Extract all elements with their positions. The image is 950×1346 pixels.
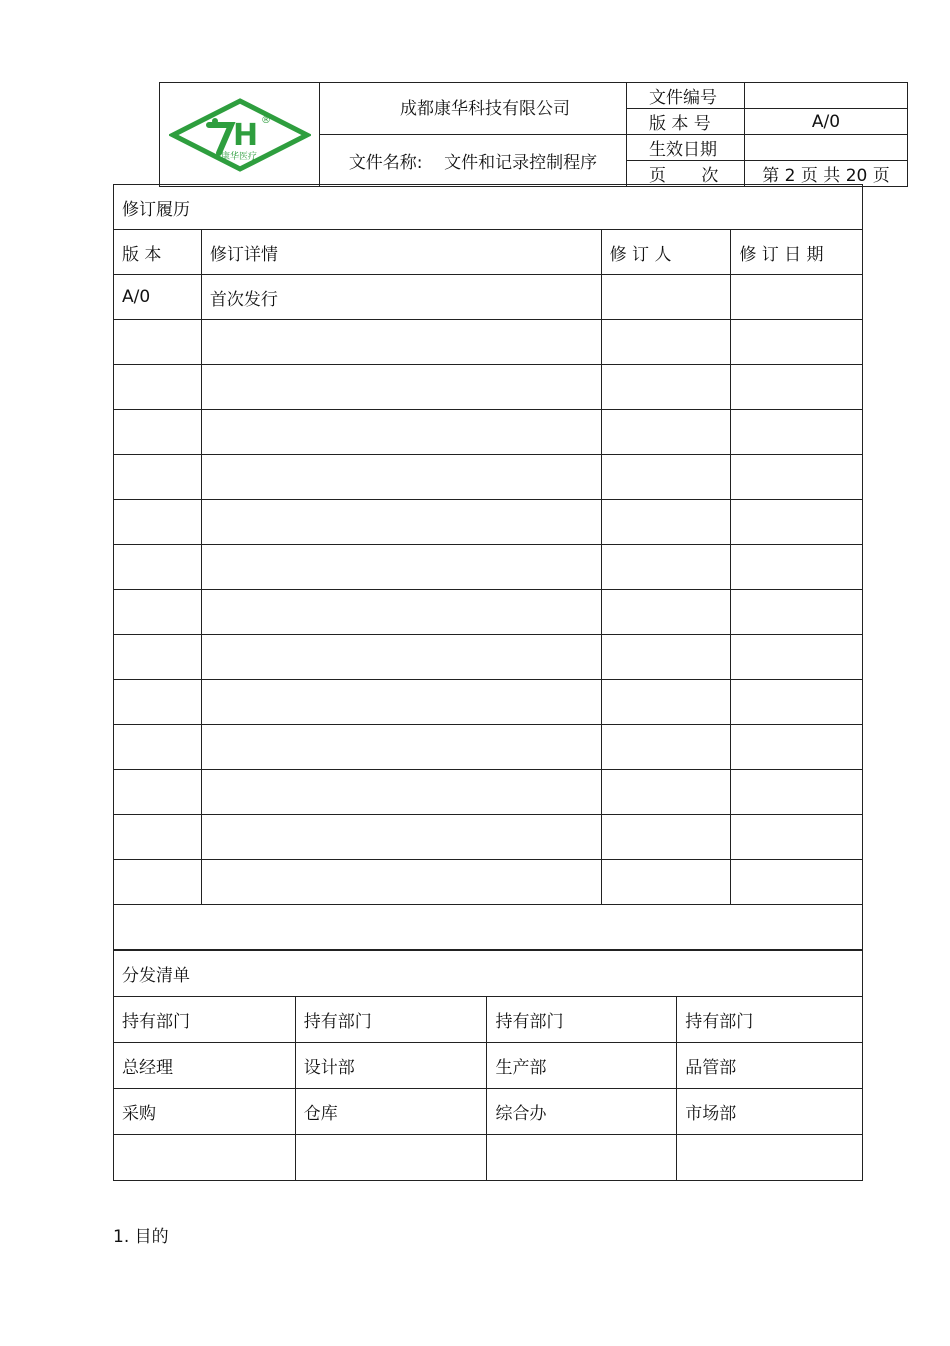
document-name-cell: [320, 135, 627, 187]
table-cell: [201, 365, 601, 410]
table-row: [114, 1089, 863, 1135]
table-cell: [114, 860, 202, 905]
table-cell: 首次发行: [201, 275, 601, 320]
table-cell: [601, 590, 731, 635]
table-cell: [601, 455, 731, 500]
table-cell: 持有部门: [677, 997, 863, 1043]
table-cell: [677, 1135, 863, 1181]
table-row: [114, 680, 863, 725]
table-row: [114, 770, 863, 815]
table-cell: [731, 815, 863, 860]
table-cell: [731, 455, 863, 500]
distribution-title: 分发清单: [114, 951, 863, 997]
table-row: [114, 545, 863, 590]
blank-row: [114, 905, 863, 950]
table-cell: [731, 590, 863, 635]
table-cell: [601, 365, 731, 410]
table-cell: [114, 410, 202, 455]
table-cell: [201, 635, 601, 680]
doc-number-label: 文件编号: [627, 83, 745, 109]
table-row: [114, 410, 863, 455]
table-cell: [295, 1135, 487, 1181]
effective-date-label: 生效日期: [627, 135, 745, 161]
kanghua-logo-icon: [169, 97, 311, 173]
table-cell: [731, 410, 863, 455]
table-cell: 持有部门: [487, 997, 677, 1043]
table-cell: [114, 680, 202, 725]
table-cell: [114, 320, 202, 365]
svg-text:康华医疗: 康华医疗: [220, 151, 257, 162]
table-cell: [601, 770, 731, 815]
table-cell: 市场部: [677, 1089, 863, 1135]
svg-text:®: ®: [260, 114, 271, 126]
table-cell: [114, 545, 202, 590]
table-cell: [601, 410, 731, 455]
table-row: [114, 815, 863, 860]
table-cell: [114, 635, 202, 680]
table-cell: [201, 545, 601, 590]
doc-number-value: [745, 83, 908, 109]
table-cell: [731, 365, 863, 410]
table-cell: [114, 365, 202, 410]
table-cell: [201, 815, 601, 860]
table-cell: [114, 815, 202, 860]
table-cell: [114, 725, 202, 770]
table-row: [114, 725, 863, 770]
column-header: 修 订 日 期: [731, 230, 863, 275]
page-value: 第 2 页 共 20 页: [745, 161, 908, 187]
column-header: 修订详情: [201, 230, 601, 275]
svg-text:H: H: [232, 117, 258, 153]
table-cell: [201, 455, 601, 500]
page-label: 页 次: [627, 161, 745, 187]
table-cell: [601, 725, 731, 770]
table-row: [114, 500, 863, 545]
table-cell: [201, 320, 601, 365]
table-row: [114, 365, 863, 410]
table-cell: [201, 725, 601, 770]
revision-header-row: [114, 230, 863, 275]
distribution-table: [113, 950, 863, 1181]
table-cell: [201, 770, 601, 815]
table-cell: [601, 500, 731, 545]
revision-title: 修订履历: [114, 185, 863, 230]
table-cell: 仓库: [295, 1089, 487, 1135]
table-cell: [114, 500, 202, 545]
table-cell: [201, 680, 601, 725]
column-header: 版 本: [114, 230, 202, 275]
table-cell: 生产部: [487, 1043, 677, 1089]
table-cell: [731, 545, 863, 590]
version-label: 版 本 号: [627, 109, 745, 135]
table-cell: [731, 860, 863, 905]
table-row: [114, 320, 863, 365]
table-cell: [601, 680, 731, 725]
table-row: [114, 635, 863, 680]
table-cell: [201, 410, 601, 455]
table-cell: [114, 1135, 296, 1181]
table-cell: 总经理: [114, 1043, 296, 1089]
table-cell: [731, 770, 863, 815]
table-cell: [731, 500, 863, 545]
table-cell: [601, 635, 731, 680]
table-cell: [601, 275, 731, 320]
table-cell: [114, 770, 202, 815]
table-cell: [601, 320, 731, 365]
table-row: [114, 590, 863, 635]
document-header: [159, 82, 908, 187]
table-cell: [201, 860, 601, 905]
table-cell: [731, 320, 863, 365]
column-header: 修 订 人: [601, 230, 731, 275]
table-row: [114, 1135, 863, 1181]
table-cell: [487, 1135, 677, 1181]
revision-history-table: [113, 184, 863, 950]
table-cell: [731, 275, 863, 320]
table-cell: [731, 635, 863, 680]
table-cell: [731, 725, 863, 770]
table-cell: [201, 590, 601, 635]
table-cell: 持有部门: [295, 997, 487, 1043]
company-logo: [160, 83, 320, 187]
table-row: [114, 1043, 863, 1089]
table-cell: [114, 590, 202, 635]
table-row: [114, 275, 863, 320]
table-cell: 设计部: [295, 1043, 487, 1089]
company-name-cell: [320, 83, 627, 135]
table-cell: [201, 500, 601, 545]
document-name-label: 文件名称:: [348, 153, 423, 173]
table-row: [114, 997, 863, 1043]
version-value: A/0: [745, 109, 908, 135]
table-cell: [731, 680, 863, 725]
section-heading: 1. 目的: [113, 1227, 169, 1247]
table-cell: 采购: [114, 1089, 296, 1135]
table-row: [114, 455, 863, 500]
table-cell: [601, 815, 731, 860]
table-cell: A/0: [114, 275, 202, 320]
table-cell: 品管部: [677, 1043, 863, 1089]
table-cell: [114, 455, 202, 500]
table-cell: 持有部门: [114, 997, 296, 1043]
table-cell: 综合办: [487, 1089, 677, 1135]
table-row: [114, 860, 863, 905]
table-cell: [601, 545, 731, 590]
company-name: 成都康华科技有限公司: [400, 99, 570, 119]
effective-date-value: [745, 135, 908, 161]
document-name: 文件和记录控制程序: [444, 153, 598, 173]
table-cell: [601, 860, 731, 905]
